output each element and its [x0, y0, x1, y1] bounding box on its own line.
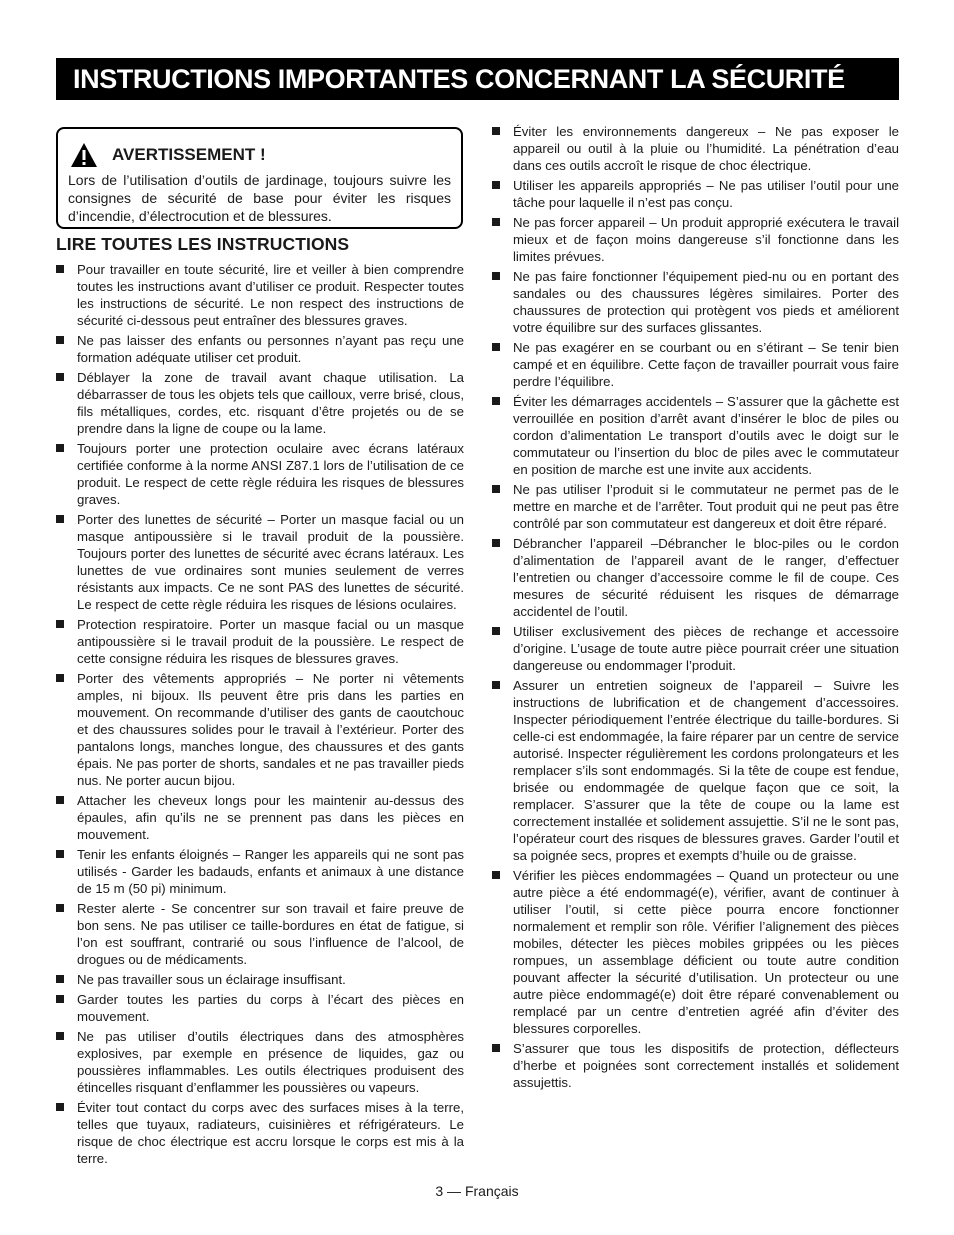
square-bullet-icon: [56, 620, 64, 628]
square-bullet-icon: [492, 1044, 500, 1052]
bullet-item: [56, 1099, 464, 1167]
bullet-text: S’assurer que tous les dispositifs de protection, déflecteurs d’herbe et poignées sont correctement installés et solidement assujettis.: [513, 1041, 899, 1090]
square-bullet-icon: [492, 681, 500, 689]
bullet-text: Éviter tout contact du corps avec des surfaces mises à la terre, telles que tuyaux, radiateurs, cuisinières et réfrigérateurs. Le risque de choc électrique est accru lorsque le corps est mis à la terre.: [77, 1100, 464, 1166]
square-bullet-icon: [56, 1103, 64, 1111]
bullet-item: [492, 393, 899, 478]
warning-title: AVERTISSEMENT !: [112, 145, 266, 164]
square-bullet-icon: [56, 373, 64, 381]
page-footer: [0, 1183, 954, 1199]
square-bullet-icon: [492, 127, 500, 135]
bullet-text: Vérifier les pièces endommagées – Quand un protecteur ou une autre pièce a été endommagé(e), vérifier, avant de continuer à utiliser l’outil, si cette pièce pourra encore fonctionner normalement et remplir son rôle. Vérifier l’alignement des pièces mobiles, détecter les pièces mobiles grippées ou les pièces rompues, un assemblage déficient ou toute autre condition pouvant affecter la sécurité d’utilisation. Un protecteur ou une autre pièce endommagé(e) doit être réparé convenablement ou remplacé par un centre d’entretien agréé afin d’éviter des blessures corporelles.: [513, 868, 899, 1036]
square-bullet-icon: [56, 904, 64, 912]
bullet-item: [56, 900, 464, 968]
square-bullet-icon: [56, 975, 64, 983]
bullet-text: Ne pas utiliser d’outils électriques dans des atmosphères explosives, par exemple en présence de liquides, gaz ou poussières inflammables. Les outils électriques produisent des étincelles risquant d’enflammer les poussières ou vapeurs.: [77, 1029, 464, 1095]
left-column: [56, 261, 464, 1170]
bullet-item: [492, 623, 899, 674]
square-bullet-icon: [492, 871, 500, 879]
warning-text: Lors de l’utilisation d’outils de jardinage, toujours suivre les consignes de sécurité de base pour éviter les risques d’incendie, d’électrocution et de blessures.: [68, 172, 451, 224]
bullet-item: [56, 991, 464, 1025]
bullet-text: Éviter les environnements dangereux – Ne pas exposer le appareil ou outil à la pluie ou l’humidité. La pénétration d’eau dans ces outils accroît le risque de choc électrique.: [513, 124, 899, 173]
bullet-item: [56, 440, 464, 508]
square-bullet-icon: [492, 627, 500, 635]
warning-box: [56, 127, 463, 229]
square-bullet-icon: [56, 796, 64, 804]
square-bullet-icon: [492, 218, 500, 226]
bullet-item: [56, 846, 464, 897]
square-bullet-icon: [56, 995, 64, 1003]
bullet-text: Ne pas travailler sous un éclairage insuffisant.: [77, 972, 346, 987]
bullet-text: Ne pas utiliser l’produit si le commutateur ne permet pas de le mettre en marche et de l’arrêter. Tout produit qui ne peut pas être contrôlé par son commutateur est dangereux et doit être réparé.: [513, 482, 899, 531]
bullet-text: Ne pas forcer appareil – Un produit approprié exécutera le travail mieux et de façon moins dangereuse s’il fonctionne dans les limites prévues.: [513, 215, 899, 264]
bullet-text: Utiliser exclusivement des pièces de rechange et accessoire d’origine. L’usage de toute autre pièce pourrait créer une situation dangereuse ou endommager l’produit.: [513, 624, 899, 673]
bullet-text: Déblayer la zone de travail avant chaque utilisation. La débarrasser de tous les objets tels que cailloux, verre brisé, clous, fils métalliques, cordes, etc. risquant d’être projetés ou de se prendre dans la ligne de coupe ou la lame.: [77, 370, 464, 436]
bullet-text: Tenir les enfants éloignés – Ranger les appareils qui ne sont pas utilisés - Garder les badauds, enfants et animaux à une distance de 15 m (50 pi) minimum.: [77, 847, 464, 896]
bullet-text: Ne pas faire fonctionner l’équipement pied-nu ou en portant des sandales ou des chaussures légères similaires. Porter des chaussures de protection qui protègent vos pieds et améliorent votre équilibre sur des surfaces glissantes.: [513, 269, 899, 335]
square-bullet-icon: [56, 850, 64, 858]
square-bullet-icon: [56, 674, 64, 682]
bullet-item: [492, 268, 899, 336]
bullet-text: Assurer un entretien soigneux de l’appareil – Suivre les instructions de lubrification et de changement d’accessoires. Inspecter périodiquement l’entrée électrique du taille-bordures. Si celle-ci est endommagée, la faire réparer par un centre de service autorisé. Inspecter régulièrement les cordons prolongateurs et les remplacer s’ils sont endommagés. Si la tête de coupe est fendue, brisée ou endommagée de quelque façon que ce soit, la remplacer. S’assurer que la tête de coupe ou la lame est correctement installée et solidement assujettie. S’il ne le sont pas, l’opérateur court des risques de blessures graves. Garder l’outil et sa poignée secs, propres et exempts d’huile ou de graisse.: [513, 678, 899, 863]
bullet-item: [492, 123, 899, 174]
page-number: 3 — Français: [435, 1183, 519, 1199]
right-column: [492, 123, 899, 1094]
page-title: INSTRUCTIONS IMPORTANTES CONCERNANT LA SÉCURITÉ: [56, 58, 899, 100]
square-bullet-icon: [492, 485, 500, 493]
bullet-text: Utiliser les appareils appropriés – Ne pas utiliser l’outil pour une tâche pour laquelle il n’est pas conçu.: [513, 178, 899, 210]
right-bullet-list: [492, 123, 899, 1091]
square-bullet-icon: [492, 539, 500, 547]
bullet-text: Porter des lunettes de sécurité – Porter un masque facial ou un masque antipoussière si le travail produit de la poussière. Toujours porter des lunettes de sécurité avec écrans latéraux. Les lunettes de vue ordinaires sont munies seulement de verres résistants aux impacts. Ce ne sont PAS des lunettes de sécurité. Le respect de cette règle réduira les risques de lésions oculaires.: [77, 512, 464, 612]
left-bullet-list: [56, 261, 464, 1167]
warning-header: [68, 141, 451, 169]
bullet-item: [56, 971, 464, 988]
square-bullet-icon: [492, 181, 500, 189]
bullet-text: Toujours porter une protection oculaire avec écrans latéraux certifiée conforme à la norme ANSI Z87.1 lors de l’utilisation de ce produit. Le respect de cette règle réduira les risques de blessures graves.: [77, 441, 464, 507]
section-heading: LIRE TOUTES LES INSTRUCTIONS: [56, 234, 350, 254]
bullet-item: [56, 369, 464, 437]
square-bullet-icon: [492, 397, 500, 405]
bullet-item: [492, 481, 899, 532]
bullet-item: [492, 1040, 899, 1091]
bullet-text: Débrancher l’appareil –Débrancher le bloc-piles ou le cordon d’alimentation de l’appareil avant de le ranger, d’effectuer l’entretien ou changer d’accessoire comme le fil de coupe. Ces mesures de sécurité réduisent les risques de démarrage accidentel de l’outil.: [513, 536, 899, 619]
bullet-text: Pour travailler en toute sécurité, lire et veiller à bien comprendre toutes les instructions avant d’utiliser ce produit. Respecter toutes les instructions de sécurité. Le non respect des instructions de sécurité ci-dessous peut entraîner des blessures graves.: [77, 262, 464, 328]
bullet-text: Porter des vêtements appropriés – Ne porter ni vêtements amples, ni bijoux. Ils peuvent être pris dans les parties en mouvement. On recommande d’utiliser des gants de caoutchouc et des chaussures solides pour le travail à l’extérieur. Porter des pantalons longs, manches longue, des chaussures et des gants épais. Ne pas porter de shorts, sandales et ne pas travailler pieds nus. Ne porter aucun bijou.: [77, 671, 464, 788]
bullet-item: [492, 677, 899, 864]
bullet-text: Ne pas exagérer en se courbant ou en s’étirant – Se tenir bien campé et en équilibre. Cette façon de travailler pourrait vous faire perdre l’équilibre.: [513, 340, 899, 389]
square-bullet-icon: [56, 265, 64, 273]
square-bullet-icon: [56, 515, 64, 523]
bullet-text: Ne pas laisser des enfants ou personnes n’ayant pas reçu une formation adéquate utiliser cet produit.: [77, 333, 464, 365]
bullet-item: [492, 214, 899, 265]
square-bullet-icon: [492, 272, 500, 280]
bullet-item: [56, 792, 464, 843]
bullet-text: Protection respiratoire. Porter un masque facial ou un masque antipoussière si le travail produit de la poussière. Le respect de cette consigne réduira les risques de blessures graves.: [77, 617, 464, 666]
bullet-item: [492, 867, 899, 1037]
bullet-item: [56, 511, 464, 613]
bullet-item: [492, 535, 899, 620]
square-bullet-icon: [56, 444, 64, 452]
warning-triangle-icon: [70, 142, 98, 168]
bullet-item: [492, 177, 899, 211]
square-bullet-icon: [56, 336, 64, 344]
square-bullet-icon: [56, 1032, 64, 1040]
bullet-text: Rester alerte - Se concentrer sur son travail et faire preuve de bon sens. Ne pas utiliser ce taille-bordures en état de fatigue, si l’on est souffrant, contrarié ou sous l’influence de l’alcool, de drogues ou de médicaments.: [77, 901, 464, 967]
bullet-item: [56, 261, 464, 329]
square-bullet-icon: [492, 343, 500, 351]
bullet-text: Attacher les cheveux longs pour les maintenir au-dessus des épaules, afin qu’ils ne se prennent pas dans les pièces en mouvement.: [77, 793, 464, 842]
bullet-text: Garder toutes les parties du corps à l’écart des pièces en mouvement.: [77, 992, 464, 1024]
bullet-item: [492, 339, 899, 390]
bullet-item: [56, 332, 464, 366]
bullet-item: [56, 1028, 464, 1096]
bullet-item: [56, 670, 464, 789]
bullet-item: [56, 616, 464, 667]
bullet-text: Éviter les démarrages accidentels – S’assurer que la gâchette est verrouillée en position d’arrêt avant d’insérer le bloc de piles ou cordon d’alimentation Le transport d’outils avec le doigt sur le commutateur ou l’insertion du bloc de piles avec le commutateur en position de marche est une invite aux accidents.: [513, 394, 899, 477]
